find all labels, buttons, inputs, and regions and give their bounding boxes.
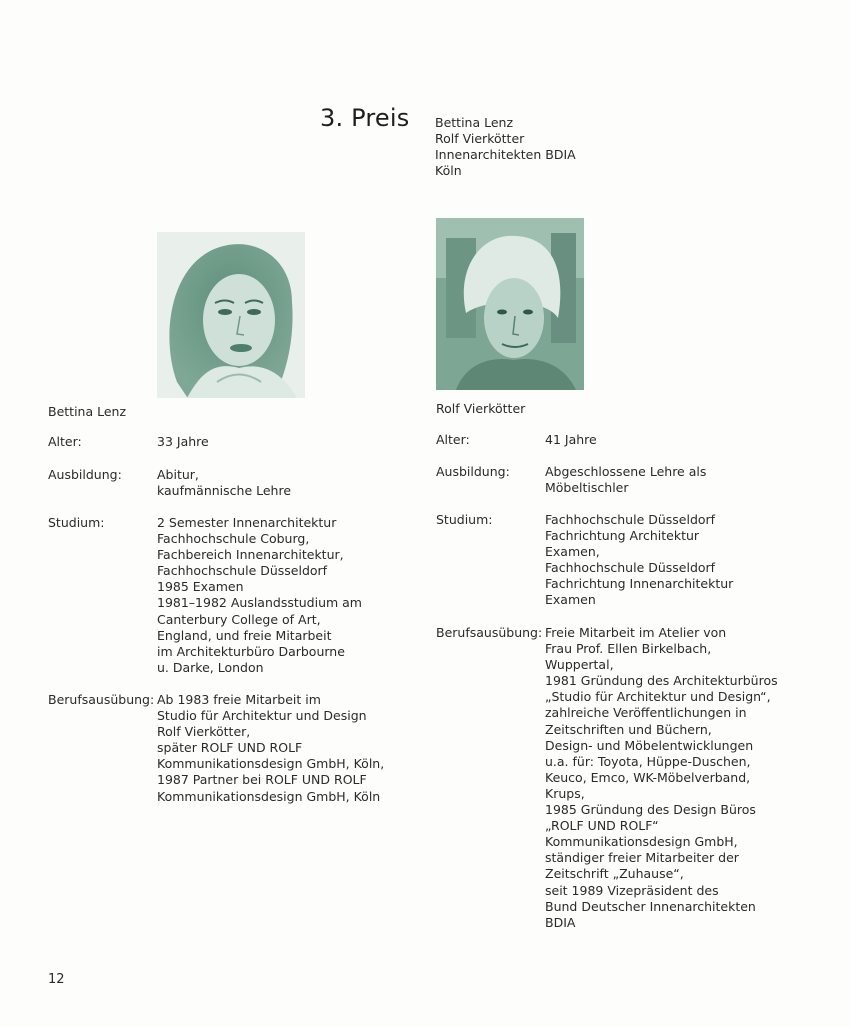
value-line: Rolf Vierkötter, — [157, 724, 251, 740]
label-berufsausuebung-left: Berufsausübung: — [48, 692, 155, 707]
value-line: Fachhochschule Düsseldorf — [157, 563, 328, 579]
header-line: Bettina Lenz — [435, 115, 514, 130]
value-line: 1987 Partner bei ROLF UND ROLF — [157, 772, 367, 788]
value-line: Fachrichtung Architektur — [545, 528, 700, 544]
value-line: Möbeltischler — [545, 480, 629, 496]
label-ausbildung-left: Ausbildung: — [48, 467, 122, 482]
value-alter-left — [157, 434, 209, 450]
value-line: zahlreiche Veröffentlichungen in — [545, 705, 747, 721]
value-line: Kommunikationsdesign GmbH, — [545, 834, 738, 850]
value-studium-right — [545, 512, 733, 609]
value-line: im Architekturbüro Darbourne — [157, 643, 345, 659]
value-line: 1985 Gründung des Design Büros — [545, 802, 756, 818]
value-line: Frau Prof. Ellen Birkelbach, — [545, 641, 712, 657]
value-line: Krups, — [545, 785, 585, 801]
value-ausbildung-right — [545, 464, 706, 496]
header-line: Köln — [435, 163, 462, 178]
value-line: Examen — [545, 592, 596, 608]
value-line: Abitur, — [157, 467, 199, 482]
value-line: Freie Mitarbeit im Atelier von — [545, 625, 727, 640]
header-credits — [435, 115, 576, 179]
value-line: BDIA — [545, 914, 576, 930]
value-line: Fachrichtung Innenarchitektur — [545, 576, 734, 592]
value-line: 1981 Gründung des Architekturbüros — [545, 673, 778, 689]
label-alter-right: Alter: — [436, 432, 470, 447]
label-berufsausuebung-right: Berufsausübung: — [436, 625, 543, 640]
value-berufsausuebung-left — [157, 692, 384, 805]
person-name-left: Bettina Lenz — [48, 404, 127, 419]
value-berufsausuebung-right — [545, 625, 778, 931]
value-line: Fachbereich Innenarchitektur, — [157, 547, 344, 563]
value-line: „Studio für Architektur und Design“, — [545, 689, 771, 705]
value-studium-left — [157, 515, 362, 676]
value-line: 1981–1982 Auslandsstudium am — [157, 595, 362, 611]
value-line: Abgeschlossene Lehre als — [545, 464, 707, 479]
page-number: 12 — [48, 972, 65, 987]
value-line: Fachhochschule Düsseldorf — [545, 512, 716, 527]
value-line: 33 Jahre — [157, 434, 209, 449]
value-line: 1985 Examen — [157, 579, 244, 595]
value-line: 41 Jahre — [545, 432, 597, 447]
value-line: Bund Deutscher Innenarchitekten — [545, 898, 756, 914]
value-line: 2 Semester Innenarchitektur — [157, 515, 337, 530]
value-line: Design- und Möbelentwicklungen — [545, 737, 754, 753]
value-ausbildung-left — [157, 467, 291, 499]
value-line: Fachhochschule Düsseldorf — [545, 560, 716, 576]
value-line: „ROLF UND ROLF“ — [545, 818, 659, 834]
value-line: u. Darke, London — [157, 659, 264, 675]
value-line: Kommunikationsdesign GmbH, Köln, — [157, 756, 385, 772]
portrait-photo-left — [157, 232, 305, 398]
value-line: später ROLF UND ROLF — [157, 740, 303, 756]
value-line: u.a. für: Toyota, Hüppe-Duschen, — [545, 753, 751, 769]
value-alter-right — [545, 432, 597, 448]
value-line: England, und freie Mitarbeit — [157, 627, 332, 643]
prize-title: 3. Preis — [320, 104, 410, 132]
value-line: Kommunikationsdesign GmbH, Köln — [157, 788, 381, 804]
label-studium-right: Studium: — [436, 512, 493, 527]
label-alter-left: Alter: — [48, 434, 82, 449]
header-line: Rolf Vierkötter — [435, 131, 525, 146]
value-line: Studio für Architektur und Design — [157, 708, 367, 724]
value-line: Examen, — [545, 544, 600, 560]
value-line: Keuco, Emco, WK-Möbelverband, — [545, 769, 751, 785]
value-line: Zeitschriften und Büchern, — [545, 721, 712, 737]
header-line: Innenarchitekten BDIA — [435, 147, 576, 162]
portrait-photo-right — [436, 218, 584, 390]
value-line: ständiger freier Mitarbeiter der — [545, 850, 739, 866]
value-line: Fachhochschule Coburg, — [157, 531, 310, 547]
value-line: Zeitschrift „Zuhause“, — [545, 866, 684, 882]
person-name-right: Rolf Vierkötter — [436, 401, 526, 416]
label-studium-left: Studium: — [48, 515, 105, 530]
value-line: Ab 1983 freie Mitarbeit im — [157, 692, 321, 707]
value-line: seit 1989 Vizepräsident des — [545, 882, 719, 898]
value-line: kaufmännische Lehre — [157, 483, 292, 499]
value-line: Wuppertal, — [545, 657, 614, 673]
label-ausbildung-right: Ausbildung: — [436, 464, 510, 479]
value-line: Canterbury College of Art, — [157, 611, 321, 627]
